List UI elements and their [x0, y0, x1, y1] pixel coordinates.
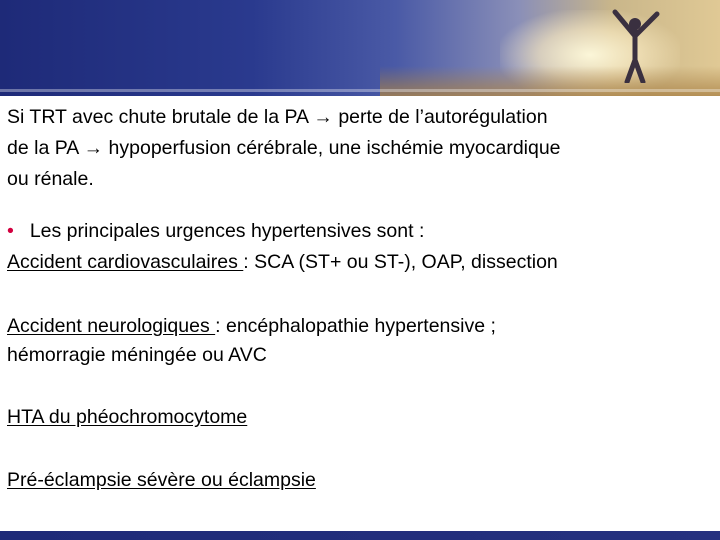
intro-line-3: ou rénale.: [7, 168, 94, 190]
item-pheochromocytoma-title: HTA du phéochromocytome: [7, 406, 248, 428]
item-cardiovascular-title: Accident cardiovasculaires: [7, 251, 244, 273]
bullet-heading: [7, 216, 424, 247]
item-cardiovascular-detail: : SCA (ST+ ou ST-), OAP, dissection: [243, 251, 558, 273]
intro-line-2: de la PA → hypoperfusion cérébrale, une ischémie myocardique: [7, 137, 561, 159]
intro-line-1: Si TRT avec chute brutale de la PA → perte de l’autorégulation: [7, 106, 548, 128]
item-preeclampsia: [7, 465, 316, 496]
item-neurological-line-2: hémorragie méningée ou AVC: [7, 344, 267, 366]
item-preeclampsia-title: Pré-éclampsie sévère ou éclampsie: [7, 469, 316, 491]
item-neurological-detail: : encéphalopathie hypertensive ;: [215, 315, 496, 337]
banner-stripe: [0, 89, 720, 92]
item-cardiovascular: [7, 247, 558, 278]
item-neurological-title: Accident neurologiques: [7, 315, 216, 337]
footer-bar: [0, 531, 720, 540]
bullet-text: Les principales urgences hypertensives sont :: [29, 220, 425, 242]
header-banner: [0, 0, 720, 96]
item-pheochromocytoma: [7, 402, 247, 433]
item-neurological: [7, 311, 496, 342]
person-arms-raised-icon: [605, 8, 665, 83]
bullet-marker: •: [7, 220, 14, 242]
